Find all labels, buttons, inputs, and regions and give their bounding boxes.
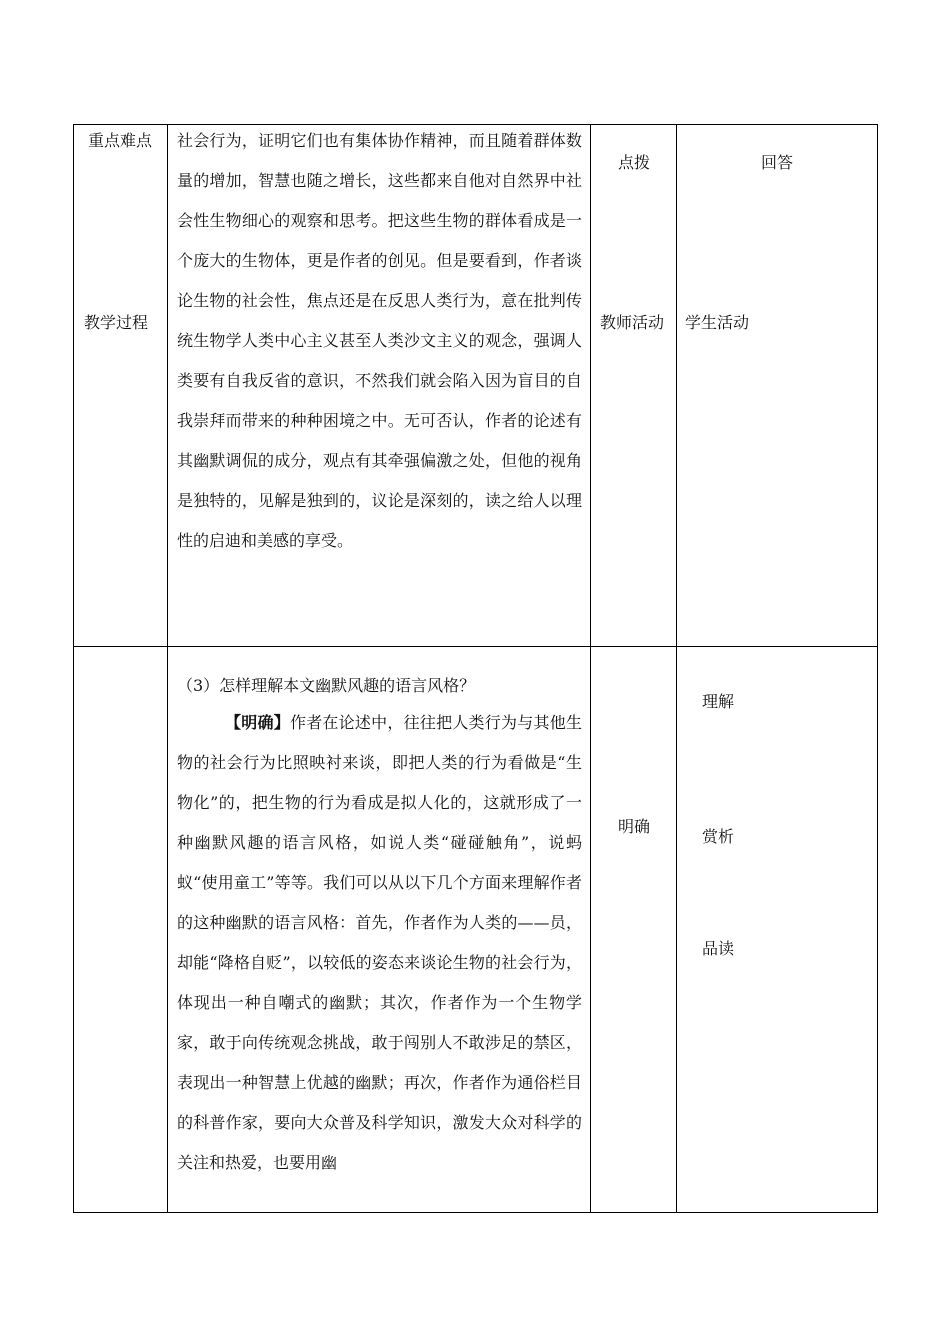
understand-label: 理解 <box>702 692 735 711</box>
guidance-label: 点拨 <box>618 153 651 172</box>
row2-content-cell <box>168 647 591 1213</box>
row1-student-cell <box>677 125 878 647</box>
answer-label: 回答 <box>761 153 794 172</box>
teaching-process-label: 教学过程 <box>84 313 149 332</box>
appreciate-label: 赏析 <box>702 827 735 846</box>
clarify-label: 明确 <box>618 817 651 836</box>
row2-label-cell <box>74 647 168 1213</box>
answer-tag: 【明确】 <box>225 713 290 732</box>
key-points-label: 重点难点 <box>88 131 153 150</box>
teacher-activity-label: 教师活动 <box>600 313 665 332</box>
read-label: 品读 <box>702 939 735 958</box>
row1-label-cell <box>74 125 168 647</box>
row2-teacher-cell <box>591 647 677 1213</box>
table-row <box>74 647 878 1213</box>
table-row <box>74 125 878 647</box>
lesson-plan-table <box>73 124 878 1213</box>
row1-teacher-cell <box>591 125 677 647</box>
question-text: （3）怎样理解本文幽默风趣的语言风格？ <box>177 676 476 695</box>
answer-paragraph <box>177 703 582 1183</box>
answer-text: 作者在论述中，往往把人类行为与其他生物的社会行为比照映衬来谈，即把人类的行为看做是“生物化”的，把生物的行为看成是拟人化的，这就形成了一种幽默风趣的语言风格，如说人类“碰碰触角”，说蚂蚁“使用童工”等等。我们可以从以下几个方面来理解作者的这种幽默的语言风格：首先，作者作为人类的——员，却能“降格自贬”，以较低的姿态来谈论生物的社会行为，体现出一种自嘲式的幽默；其次，作者作为一个生物学家，敢于向传统观念挑战，敢于闯别人不敢涉足的禁区，表现出一种智慧上优越的幽默；再次，作者作为通俗栏目的科普作家，要向大众普及科学知识，激发大众对科学的关注和热爱，也要用幽 <box>177 713 582 1172</box>
student-activity-label: 学生活动 <box>685 313 750 332</box>
row1-content-cell <box>168 125 591 647</box>
analysis-paragraph: 社会行为，证明它们也有集体协作精神，而且随着群体数量的增加，智慧也随之增长，这些都来自他对自然界中社会性生物细心的观察和思考。把这些生物的群体看成是一个庞大的生物体，更是作者的创见。但是要看到，作者谈论生物的社会性，焦点还是在反思人类行为，意在批判传统生物学人类中心主义甚至人类沙文主义的观念，强调人类要有自我反省的意识，不然我们就会陷入因为盲目的自我崇拜而带来的种种困境之中。无可否认，作者的论述有其幽默调侃的成分，观点有其牵强偏激之处，但他的视角是独特的，见解是独到的，议论是深刻的，读之给人以理性的启迪和美感的享受。 <box>177 131 582 550</box>
row2-student-cell <box>677 647 878 1213</box>
